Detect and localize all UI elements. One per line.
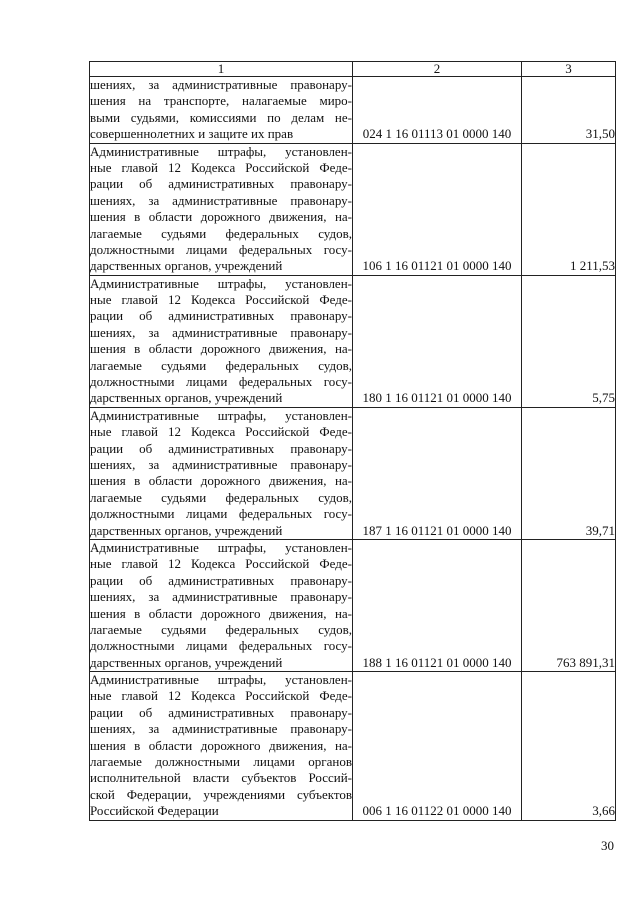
page-number: 30 bbox=[601, 838, 614, 853]
column-header-3: 3 bbox=[522, 62, 616, 77]
description-line: лагаемые судьями федеральных судов, bbox=[90, 357, 352, 373]
row-description bbox=[90, 672, 353, 821]
description-line: ные главой 12 Кодекса Российской Феде- bbox=[90, 556, 352, 572]
row-description bbox=[90, 143, 353, 275]
description-line: исполнительной власти субъектов Россий- bbox=[90, 770, 352, 786]
description-line: шения в области дорожного движения, на- bbox=[90, 473, 352, 489]
description-line: совершеннолетних и защите их прав bbox=[90, 126, 294, 142]
description-line: шения в области дорожного движения, на- bbox=[90, 209, 352, 225]
description-line: должностными лицами федеральных госу- bbox=[90, 506, 352, 522]
description-line: ные главой 12 Кодекса Российской Феде- bbox=[90, 159, 352, 175]
revenue-table bbox=[89, 61, 616, 821]
description-line: Административные штрафы, установлен- bbox=[90, 275, 352, 291]
budget-classification-code: 188 1 16 01121 01 0000 140 bbox=[353, 539, 522, 671]
table-body bbox=[90, 77, 616, 821]
table-row bbox=[90, 407, 616, 539]
amount-value: 763 891,31 bbox=[522, 539, 616, 671]
description-line: рации об административных правонару- bbox=[90, 572, 352, 588]
description-line: рации об административных правонару- bbox=[90, 704, 352, 720]
description-line: выми судьями, комиссиями по делам не- bbox=[90, 109, 352, 125]
description-line: дарственных органов, учреждений bbox=[90, 522, 283, 538]
description-line: шениях, за административные правонару- bbox=[90, 77, 352, 92]
table-row bbox=[90, 539, 616, 671]
description-line: лагаемые должностными лицами органов bbox=[90, 754, 352, 770]
table-row bbox=[90, 672, 616, 821]
column-header-1: 1 bbox=[90, 62, 353, 77]
amount-value: 5,75 bbox=[522, 275, 616, 407]
description-line: должностными лицами федеральных госу- bbox=[90, 638, 352, 654]
description-line: шения в области дорожного движения, на- bbox=[90, 605, 352, 621]
budget-classification-code: 180 1 16 01121 01 0000 140 bbox=[353, 275, 522, 407]
description-line: шениях, за административные правонару- bbox=[90, 589, 352, 605]
description-line: должностными лицами федеральных госу- bbox=[90, 374, 352, 390]
budget-classification-code: 187 1 16 01121 01 0000 140 bbox=[353, 407, 522, 539]
description-line: лагаемые судьями федеральных судов, bbox=[90, 621, 352, 637]
table-row bbox=[90, 77, 616, 144]
table-row bbox=[90, 143, 616, 275]
column-header-2: 2 bbox=[353, 62, 522, 77]
amount-value: 39,71 bbox=[522, 407, 616, 539]
description-line: ные главой 12 Кодекса Российской Феде- bbox=[90, 424, 352, 440]
description-line: рации об административных правонару- bbox=[90, 176, 352, 192]
amount-value: 1 211,53 bbox=[522, 143, 616, 275]
description-line: рации об административных правонару- bbox=[90, 308, 352, 324]
description-line: дарственных органов, учреждений bbox=[90, 654, 283, 670]
description-line: шения на транспорте, налагаемые миро- bbox=[90, 93, 352, 109]
row-description bbox=[90, 77, 353, 144]
description-line: Административные штрафы, установлен- bbox=[90, 143, 352, 159]
description-line: дарственных органов, учреждений bbox=[90, 390, 283, 406]
description-line: Административные штрафы, установлен- bbox=[90, 407, 352, 423]
description-line: шения в области дорожного движения, на- bbox=[90, 341, 352, 357]
description-line: шения в области дорожного движения, на- bbox=[90, 737, 352, 753]
row-description bbox=[90, 275, 353, 407]
header-row bbox=[90, 62, 616, 77]
description-line: шениях, за административные правонару- bbox=[90, 456, 352, 472]
description-line: ской Федерации, учреждениями субъектов bbox=[90, 786, 352, 802]
budget-classification-code: 024 1 16 01113 01 0000 140 bbox=[353, 77, 522, 144]
table-row bbox=[90, 275, 616, 407]
description-line: Административные штрафы, установлен- bbox=[90, 672, 352, 688]
description-line: рации об административных правонару- bbox=[90, 440, 352, 456]
amount-value: 31,50 bbox=[522, 77, 616, 144]
budget-classification-code: 006 1 16 01122 01 0000 140 bbox=[353, 672, 522, 821]
description-line: Административные штрафы, установлен- bbox=[90, 539, 352, 555]
description-line: шениях, за административные правонару- bbox=[90, 721, 352, 737]
row-description bbox=[90, 407, 353, 539]
amount-value: 3,66 bbox=[522, 672, 616, 821]
row-description bbox=[90, 539, 353, 671]
description-line: дарственных органов, учреждений bbox=[90, 258, 283, 274]
description-line: Российской Федерации bbox=[90, 803, 219, 819]
description-line: шениях, за административные правонару- bbox=[90, 324, 352, 340]
description-line: лагаемые судьями федеральных судов, bbox=[90, 225, 352, 241]
description-line: ные главой 12 Кодекса Российской Феде- bbox=[90, 688, 352, 704]
description-line: ные главой 12 Кодекса Российской Феде- bbox=[90, 292, 352, 308]
description-line: шениях, за административные правонару- bbox=[90, 192, 352, 208]
budget-classification-code: 106 1 16 01121 01 0000 140 bbox=[353, 143, 522, 275]
description-line: лагаемые судьями федеральных судов, bbox=[90, 489, 352, 505]
description-line: должностными лицами федеральных госу- bbox=[90, 241, 352, 257]
